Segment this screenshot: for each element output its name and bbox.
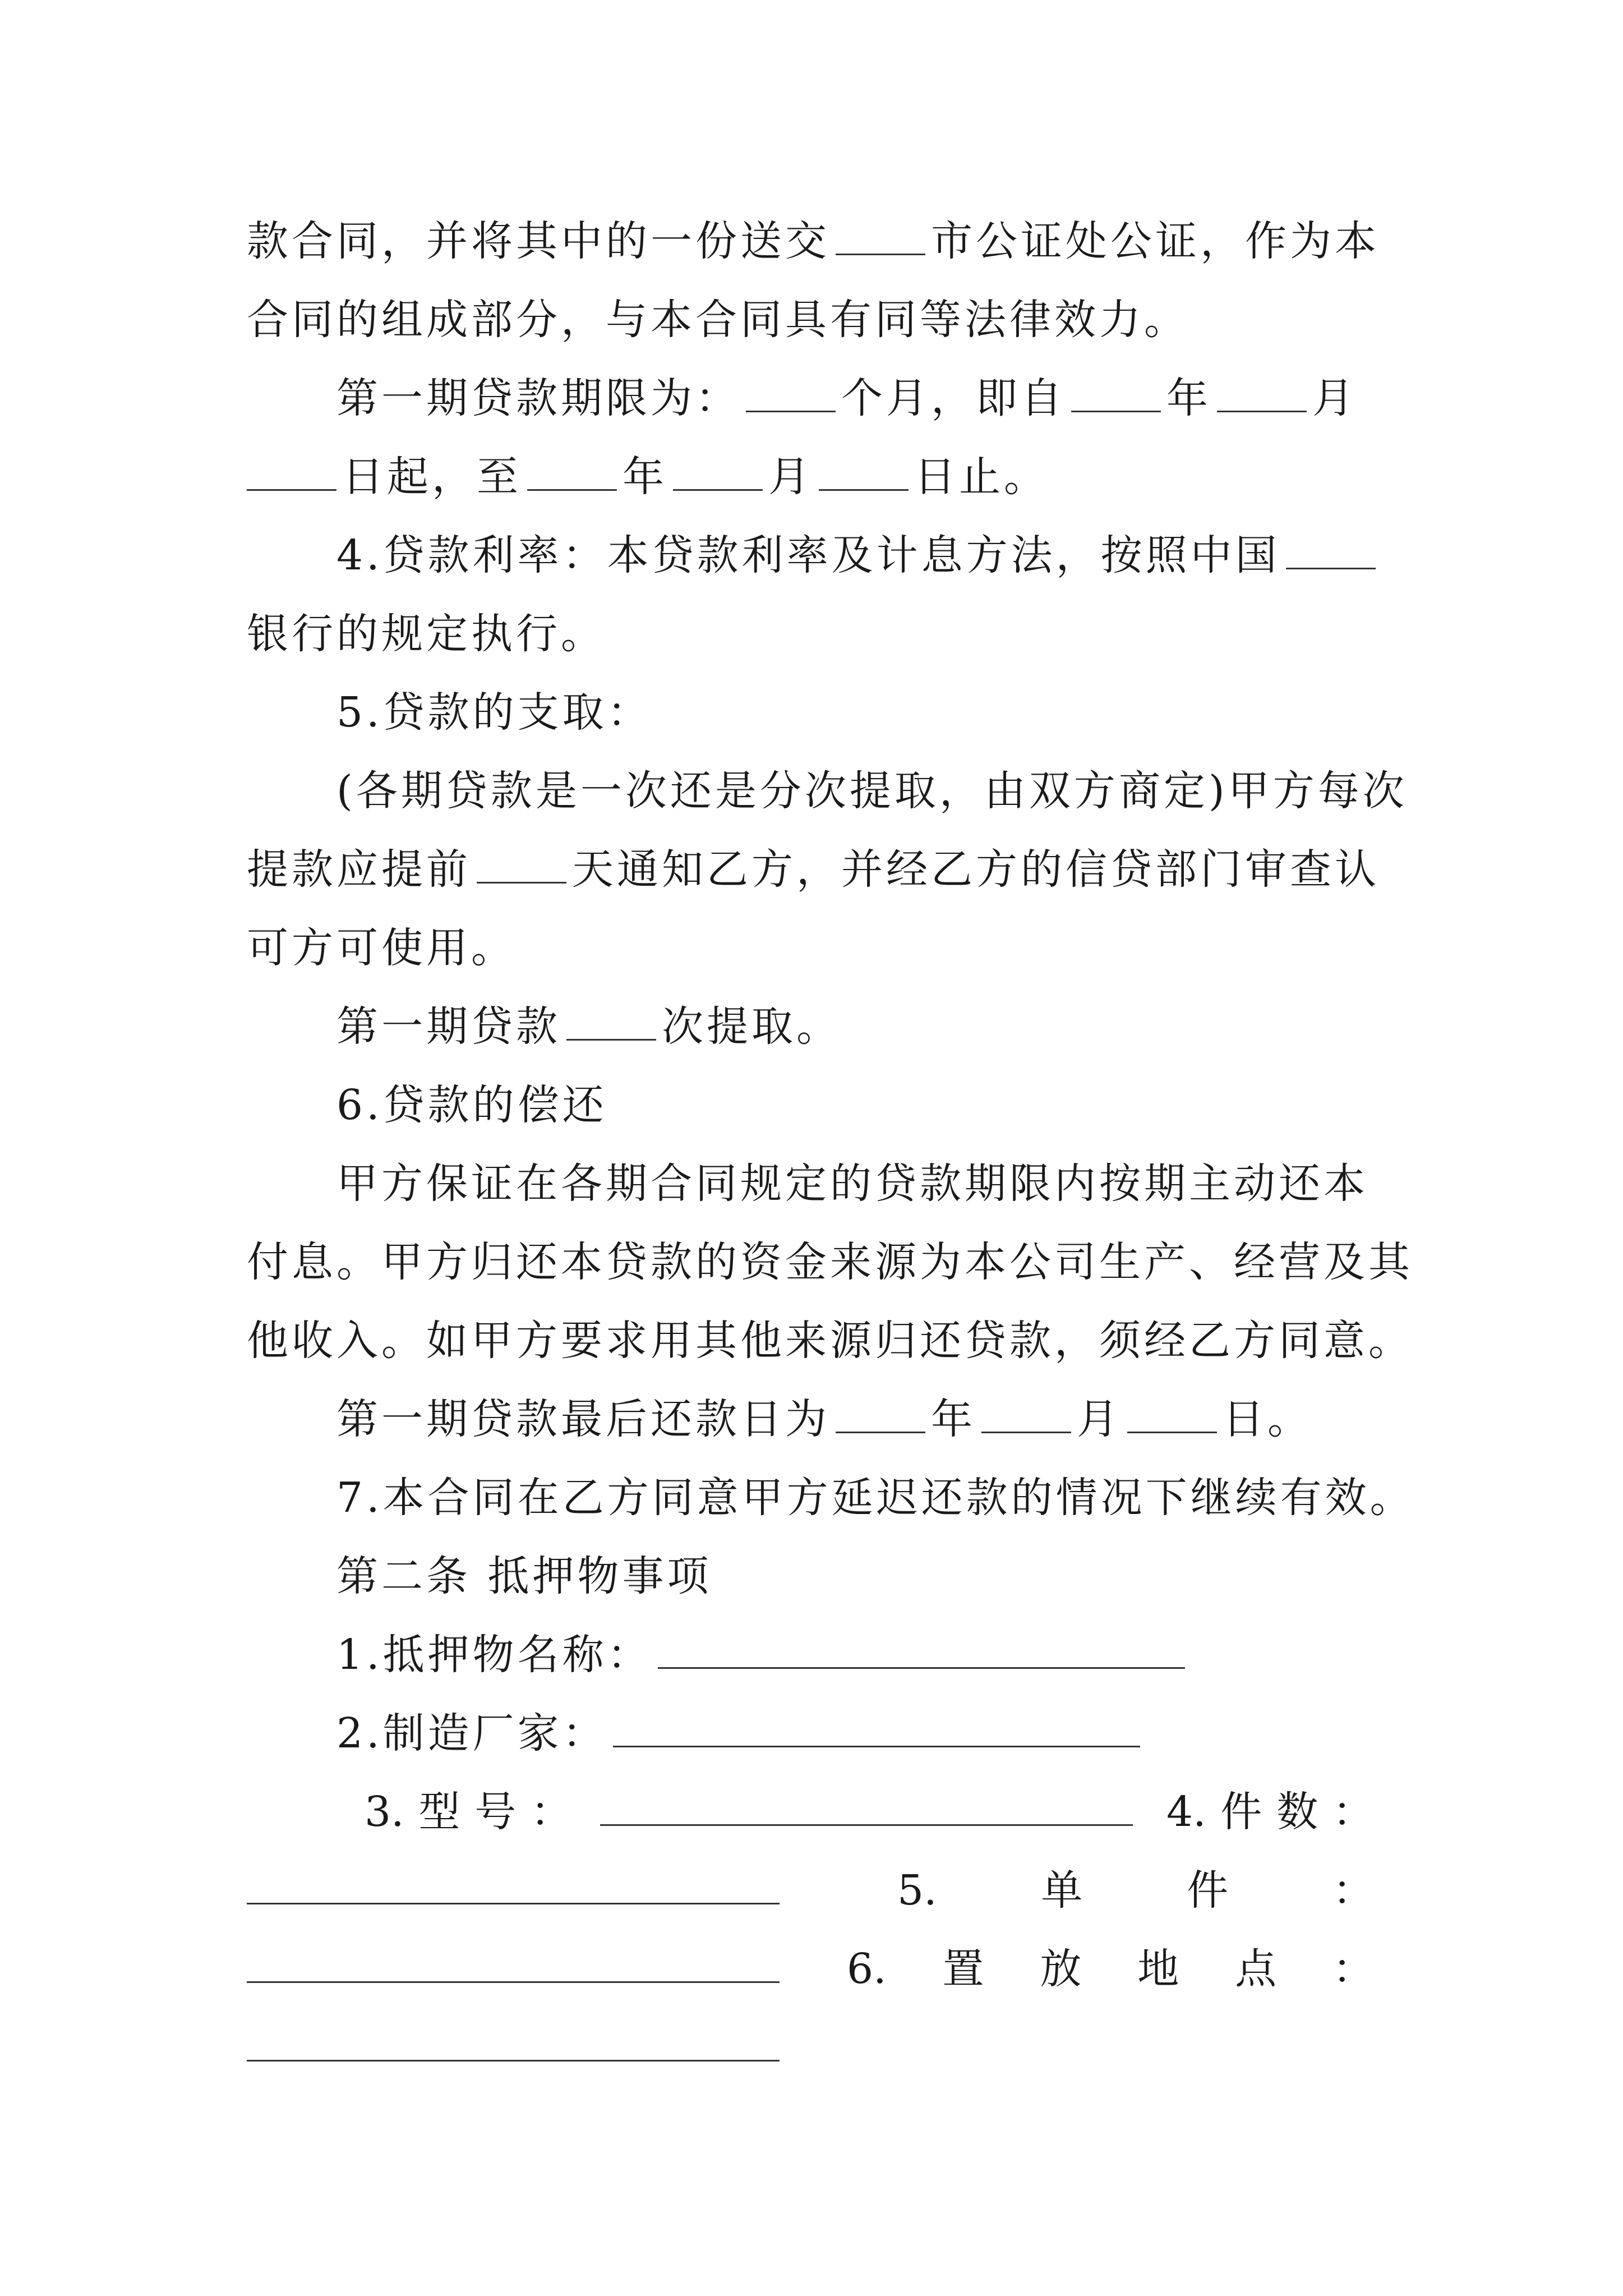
unit-label: 5. 单 件 ： xyxy=(897,1866,1374,1915)
section-heading: 5.贷款的支取： xyxy=(336,688,652,737)
model-label: 3. 型 号 ： xyxy=(365,1788,572,1836)
paragraph-line: 他收入。如甲方要求用其他来源归还贷款，须经乙方同意。 xyxy=(247,1317,1413,1365)
paragraph-line: 可方可使用。 xyxy=(247,924,516,972)
paragraph-line: 日起，至 年 月 日止。 xyxy=(247,443,1396,510)
paragraph-line: 第一期贷款最后还款日为 年 月 日。 xyxy=(336,1395,1312,1443)
fill-blank[interactable] xyxy=(1071,408,1161,412)
section-heading: 第二条 抵押物事项 xyxy=(336,1552,712,1600)
paragraph-line: 款合同，并将其中的一份送交 市公证处公证，作为本 xyxy=(247,217,1380,265)
collateral-name-field[interactable] xyxy=(658,1667,1185,1669)
fill-blank[interactable] xyxy=(981,1429,1071,1433)
count-label: 4. 件 数 ： xyxy=(1166,1788,1374,1836)
fill-blank[interactable] xyxy=(1286,565,1376,569)
paragraph-line: 甲方保证在各期合同规定的贷款期限内按期主动还本 xyxy=(336,1159,1368,1208)
paragraph-line: 银行的规定执行。 xyxy=(247,610,606,658)
paragraph-line: (各期贷款是一次还是分次提取，由双方商定)甲方每次 xyxy=(336,767,1408,815)
paragraph-line: 7.本合同在乙方同意甲方延迟还款的情况下继续有效。 xyxy=(336,1474,1415,1522)
fill-blank[interactable] xyxy=(527,487,617,491)
fill-blank[interactable] xyxy=(566,1037,656,1041)
model-field[interactable] xyxy=(600,1822,1133,1826)
fill-blank[interactable] xyxy=(673,487,763,491)
fill-blank[interactable] xyxy=(836,251,925,255)
form-line-manufacturer: 2.制造厂家： xyxy=(336,1700,1486,1767)
manufacturer-field[interactable] xyxy=(613,1746,1140,1747)
place-field[interactable] xyxy=(247,2058,780,2062)
paragraph-line: 第一期贷款期限为： 个月，即自 年 月 xyxy=(336,374,1357,422)
fill-blank[interactable] xyxy=(836,1429,925,1433)
fill-blank[interactable] xyxy=(247,487,336,491)
fill-blank[interactable] xyxy=(746,408,836,412)
place-label: 6. 置 放 地 点 ： xyxy=(847,1945,1374,1993)
unit-field[interactable] xyxy=(247,1979,780,1983)
paragraph-line: 第一期贷款 次提取。 xyxy=(336,1002,841,1051)
form-line-collateral-name: 1.抵押物名称： xyxy=(336,1621,1486,1688)
fill-blank[interactable] xyxy=(477,880,566,884)
fill-blank[interactable] xyxy=(1217,408,1307,412)
paragraph-line: 4.贷款利率：本贷款利率及计息方法，按照中国 xyxy=(336,522,1486,589)
section-heading: 6.贷款的偿还 xyxy=(336,1081,607,1129)
fill-blank[interactable] xyxy=(819,487,909,491)
paragraph-line: 合同的组成部分，与本合同具有同等法律效力。 xyxy=(247,296,1189,344)
fill-blank[interactable] xyxy=(1127,1429,1217,1433)
paragraph-line: 提款应提前 天通知乙方，并经乙方的信贷部门审查认 xyxy=(247,845,1380,894)
paragraph-line: 付息。甲方归还本贷款的资金来源为本公司生产、经营及其 xyxy=(247,1238,1413,1286)
count-field[interactable] xyxy=(247,1901,780,1904)
